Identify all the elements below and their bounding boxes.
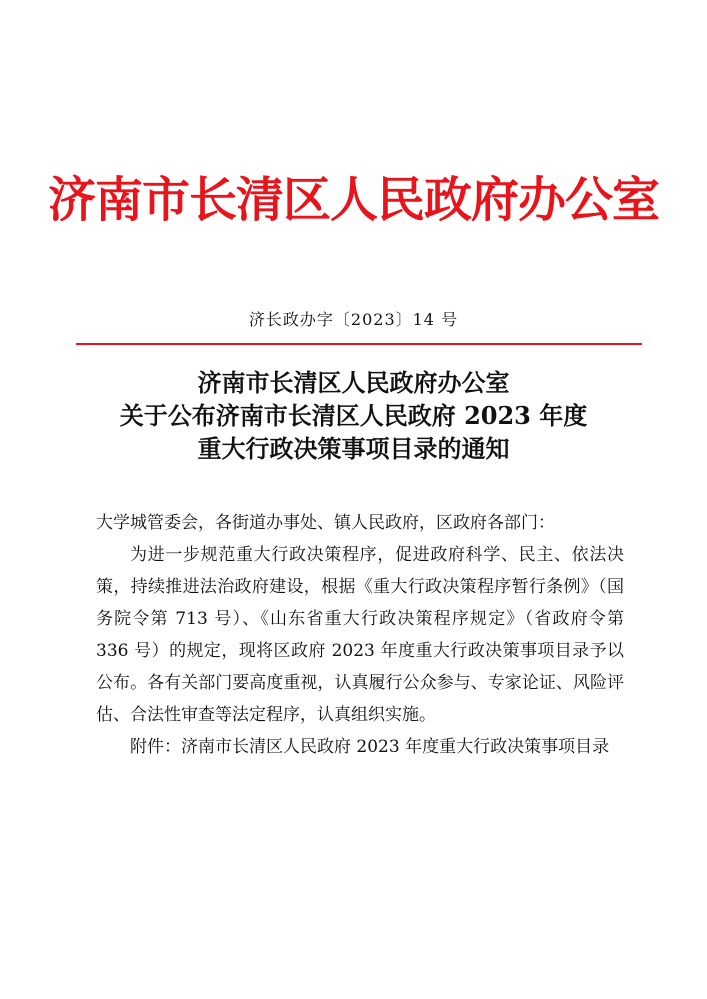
red-divider-line	[76, 343, 642, 345]
title-line-3: 重大行政决策事项目录的通知	[197, 434, 510, 463]
salutation: 大学城管委会，各街道办事处、镇人民政府，区政府各部门：	[96, 513, 555, 533]
document-body	[96, 507, 624, 763]
document-number: 济长政办字〔2023〕14 号	[248, 310, 459, 329]
issuing-organization-header: 济南市长清区人民政府办公室	[47, 172, 659, 228]
title-line-1: 济南市长清区人民政府办公室	[197, 368, 510, 397]
attachment-line: 附件：济南市长清区人民政府 2023 年度重大行政决策事项目录	[130, 737, 610, 757]
main-paragraph: 为进一步规范重大行政决策程序，促进政府科学、民主、依法决策，持续推进法治政府建设，根据《重大行政决策程序暂行条例》（国务院令第 713 号）、《山东省重大行政决策程序规定》（省政府令第 336 号）的规定，现将区政府 2023 年度重大行政决策事项目录予以公布。各有关部门要高度重视，认真履行公众参与、专家论证、风险评估、合法性审查等法定程序，认真组织实施。	[96, 545, 624, 725]
document-title	[0, 366, 707, 465]
title-line-2: 关于公布济南市长清区人民政府 2023 年度	[119, 401, 588, 430]
